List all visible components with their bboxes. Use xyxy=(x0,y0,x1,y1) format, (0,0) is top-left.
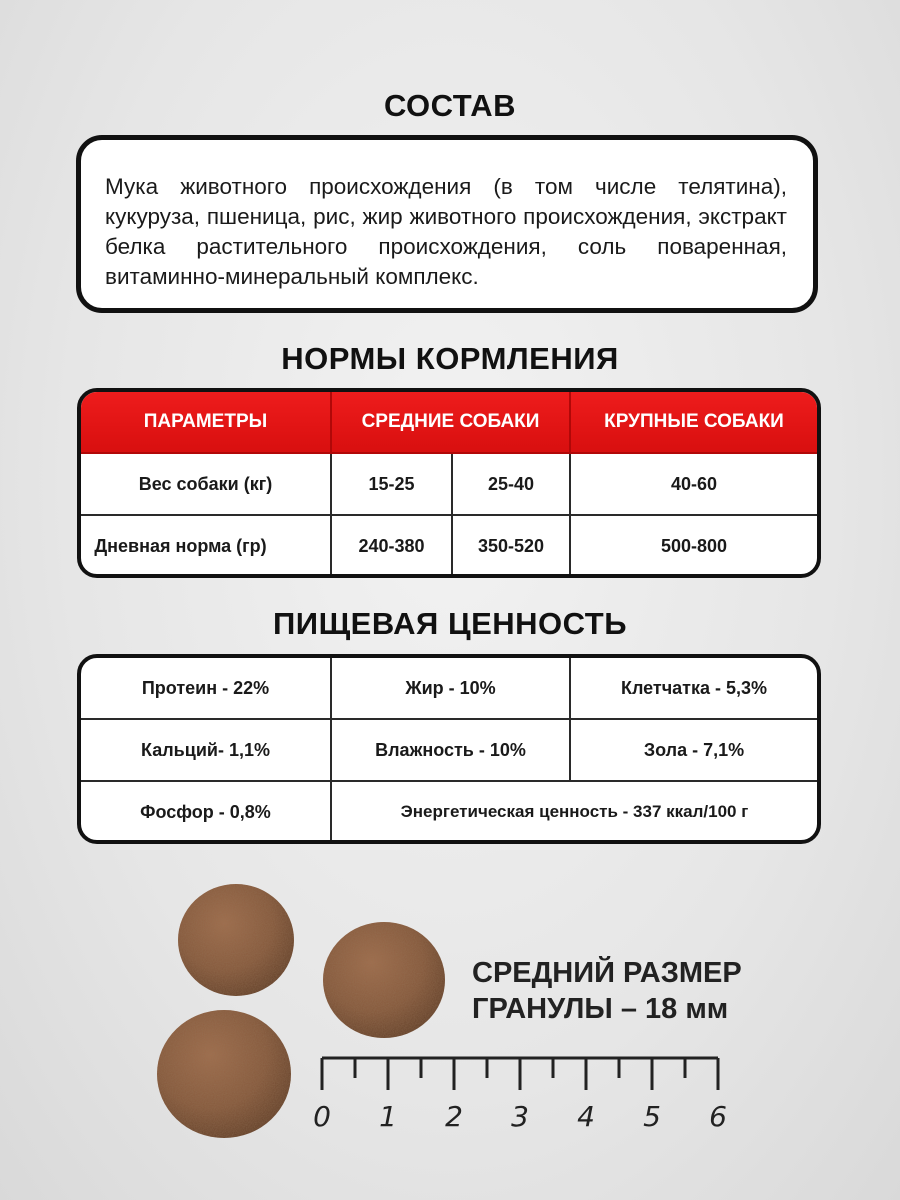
cell-weight-medium-1: 15-25 xyxy=(331,453,452,515)
nutrition-table xyxy=(77,654,821,844)
ruler-labels xyxy=(313,1100,727,1133)
cell-norm-large: 500-800 xyxy=(570,515,817,576)
table-row xyxy=(81,781,817,842)
ruler-ticks xyxy=(322,1058,718,1090)
cell-norm-medium-1: 240-380 xyxy=(331,515,452,576)
header-parameters: ПАРАМЕТРЫ xyxy=(81,392,331,453)
ruler-label: 4 xyxy=(577,1100,595,1133)
granule-size-caption xyxy=(472,955,772,1027)
ruler-label: 1 xyxy=(379,1100,397,1133)
header-large-dogs: КРУПНЫЕ СОБАКИ xyxy=(570,392,817,453)
pellet-top-left xyxy=(178,884,294,996)
table-row xyxy=(81,658,817,719)
cell-phosphorus: Фосфор - 0,8% xyxy=(81,781,331,842)
ruler-label: 5 xyxy=(643,1100,661,1133)
cell-moisture: Влажность - 10% xyxy=(331,719,570,781)
table-row xyxy=(81,719,817,781)
feeding-table xyxy=(77,388,821,578)
composition-title: СОСТАВ xyxy=(383,88,517,123)
cell-protein: Протеин - 22% xyxy=(81,658,331,719)
size-ruler xyxy=(300,1040,740,1140)
ruler-label: 0 xyxy=(313,1100,331,1133)
feeding-title: НОРМЫ КОРМЛЕНИЯ xyxy=(281,341,619,376)
granule-caption-line2: ГРАНУЛЫ – 18 мм xyxy=(472,993,729,1025)
cell-norm-medium-2: 350-520 xyxy=(452,515,570,576)
feeding-header-row xyxy=(81,392,817,453)
row-label-weight: Вес собаки (кг) xyxy=(81,453,331,515)
cell-fat: Жир - 10% xyxy=(331,658,570,719)
table-row xyxy=(81,515,817,576)
row-label-daily-norm: Дневная норма (гр) xyxy=(81,515,331,576)
pellet-bottom-left xyxy=(157,1010,291,1138)
cell-weight-large: 40-60 xyxy=(570,453,817,515)
pellet-right xyxy=(323,922,445,1038)
cell-energy: Энергетическая ценность - 337 ккал/100 г xyxy=(331,781,817,842)
cell-ash: Зола - 7,1% xyxy=(570,719,817,781)
composition-box xyxy=(76,135,818,313)
granule-caption-line1: СРЕДНИЙ РАЗМЕР xyxy=(472,957,742,989)
table-row xyxy=(81,453,817,515)
ruler-label: 2 xyxy=(445,1100,463,1133)
ruler-label: 3 xyxy=(511,1100,529,1133)
cell-weight-medium-2: 25-40 xyxy=(452,453,570,515)
cell-fiber: Клетчатка - 5,3% xyxy=(570,658,817,719)
composition-text: Мука животного происхождения (в том числе телятина), кукуруза, пшеница, рис, жир животного происхождения, экстракт белка растительного происхождения, соль поваренная, витаминно-минеральный комплекс. xyxy=(105,174,787,289)
ruler-label: 6 xyxy=(709,1100,727,1133)
cell-calcium: Кальций- 1,1% xyxy=(81,719,331,781)
nutrition-title: ПИЩЕВАЯ ЦЕННОСТЬ xyxy=(273,606,627,641)
header-medium-dogs: СРЕДНИЕ СОБАКИ xyxy=(331,392,570,453)
